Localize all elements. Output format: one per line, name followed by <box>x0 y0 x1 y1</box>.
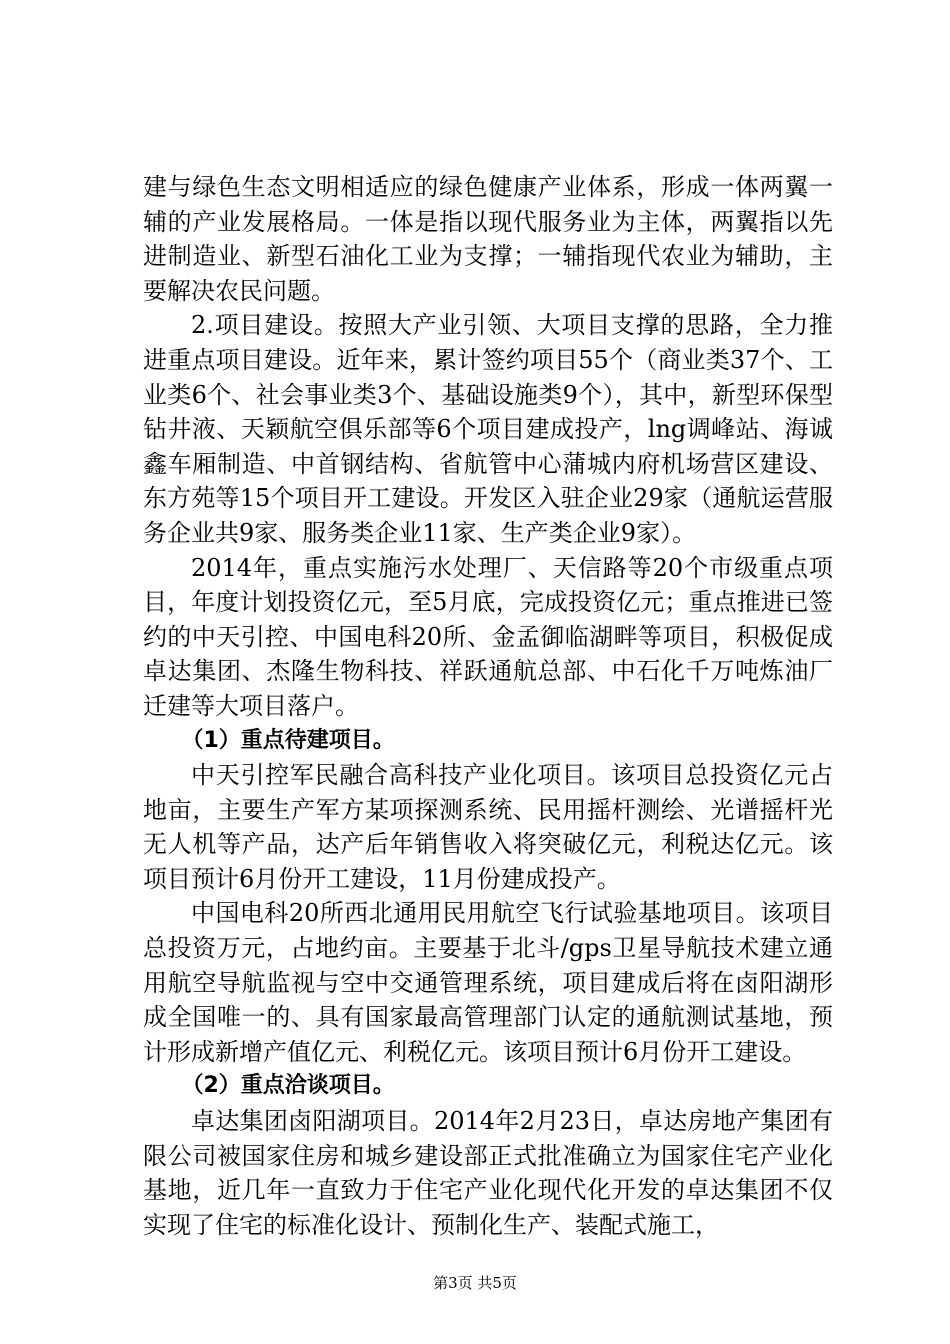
paragraph-project-construction: 2.项目建设。按照大产业引领、大项目支撑的思路，全力推进重点项目建设。近年来，累计签约项目55个（商业类37个、工业类6个、社会事业类3个、基础设施类9个），其中，新型环保型钻井液、天颖航空俱乐部等6个项目建成投产，lng调峰站、海诚鑫车厢制造、中首钢结构、省航管中心蒲城内府机场营区建设、东方苑等15个项目开工建设。开发区入驻企业29家（通航运营服务企业共9家、服务类企业11家、生产类企业9家）。 <box>143 311 833 547</box>
heading-key-negotiation-projects: （2）重点洽谈项目。 <box>181 1073 395 1099</box>
paragraph-industry-system: 建与绿色生态文明相适应的绿色健康产业体系，形成一体两翼一辅的产业发展格局。一体是指以现代服务业为主体，两翼指以先进制造业、新型石油化工业为支撑；一辅指现代农业为辅助，主要解决农民问题。 <box>143 173 833 305</box>
paragraph-cetc-20-project: 中国电科20所西北通用民用航空飞行试验基地项目。该项目总投资万元，占地约亩。主要基于北斗/gps卫星导航技术建立通用航空导航监视与空中交通管理系统，项目建成后将在卤阳湖形成全国唯一的、具有国家最高管理部门认定的通航测试基地，预计形成新增产值亿元、利税亿元。该项目预计6月份开工建设。 <box>143 899 833 1066</box>
paragraph-zhongtian-project: 中天引控军民融合高科技产业化项目。该项目总投资亿元占地亩，主要生产军方某项探测系统、民用摇杆测绘、光谱摇杆光无人机等产品，达产后年销售收入将突破亿元，利税达亿元。该项目预计6月份开工建设，11月份建成投产。 <box>143 761 833 893</box>
page-number-footer: 第3页 共5页 <box>433 1274 517 1292</box>
paragraph-2014-key-projects: 2014年，重点实施污水处理厂、天信路等20个市级重点项目，年度计划投资亿元，至5月底，完成投资亿元；重点推进已签约的中天引控、中国电科20所、金孟御临湖畔等项目，积极促成卓达集团、杰隆生物科技、祥跃通航总部、中石化千万吨炼油厂迁建等大项目落户。 <box>143 553 833 720</box>
heading-key-pending-projects: （1）重点待建项目。 <box>181 727 395 753</box>
paragraph-zhuoda-project: 卓达集团卤阳湖项目。2014年2月23日，卓达房地产集团有限公司被国家住房和城乡建设部正式批准确立为国家住宅产业化基地，近几年一直致力于住宅产业化现代化开发的卓达集团不仅实现了住宅的标准化设计、预制化生产、装配式施工， <box>143 1107 833 1239</box>
document-body <box>143 170 833 1242</box>
